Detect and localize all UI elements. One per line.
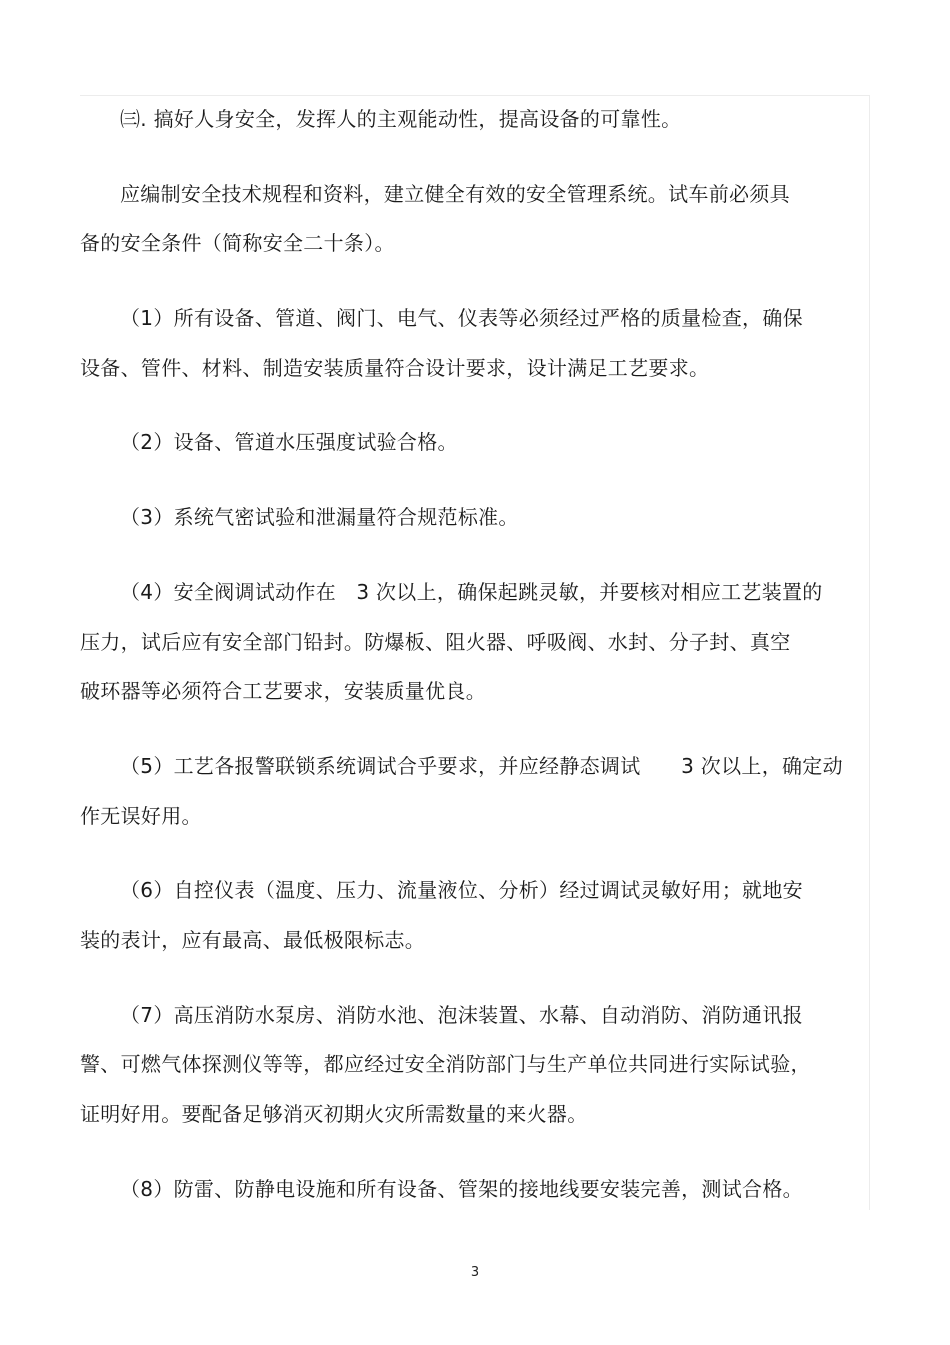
page-number: 3	[470, 1265, 480, 1280]
list-item-line: 作无误好用。	[80, 804, 202, 828]
list-item-line: 压力，试后应有安全部门铅封。防爆板、阻火器、呼吸阀、水封、分子封、真空	[80, 630, 791, 654]
list-item-line: 破环器等必须符合工艺要求，安装质量优良。	[80, 679, 486, 703]
list-item-line: （6）自控仪表（温度、压力、流量液位、分析）经过调试灵敏好用；就地安	[120, 878, 803, 902]
paragraph-line: 备的安全条件（简称安全二十条）。	[80, 231, 395, 255]
list-item-line: （5）工艺各报警联锁系统调试合乎要求，并应经静态调试 3 次以上，确定动	[120, 754, 843, 778]
section-heading: ㈢. 搞好人身安全，发挥人的主观能动性，提高设备的可靠性。	[120, 107, 682, 131]
list-item-line: （1）所有设备、管道、阀门、电气、仪表等必须经过严格的质量检查，确保	[120, 306, 803, 330]
list-item-line: 设备、管件、材料、制造安装质量符合设计要求，设计满足工艺要求。	[80, 356, 710, 380]
list-item-line: （8）防雷、防静电设施和所有设备、管架的接地线要安装完善，测试合格。	[120, 1177, 803, 1201]
list-item-line: （3）系统气密试验和泄漏量符合规范标准。	[120, 505, 519, 529]
list-item-line: （4）安全阀调试动作在 3 次以上，确保起跳灵敏，并要核对相应工艺装置的	[120, 580, 823, 604]
list-item-line: 证明好用。要配备足够消灭初期火灾所需数量的来火器。	[80, 1102, 588, 1126]
list-item-line: （2）设备、管道水压强度试验合格。	[120, 430, 458, 454]
page-frame-top-border	[80, 95, 870, 96]
list-item-line: （7）高压消防水泵房、消防水池、泡沫装置、水幕、自动消防、消防通讯报	[120, 1003, 803, 1027]
list-item-line: 警、可燃气体探测仪等等，都应经过安全消防部门与生产单位共同进行实际试验，	[80, 1052, 811, 1076]
list-item-line: 装的表计，应有最高、最低极限标志。	[80, 928, 426, 952]
paragraph-line: 应编制安全技术规程和资料，建立健全有效的安全管理系统。试车前必须具	[120, 182, 790, 206]
page-frame-right-border	[869, 95, 870, 1210]
